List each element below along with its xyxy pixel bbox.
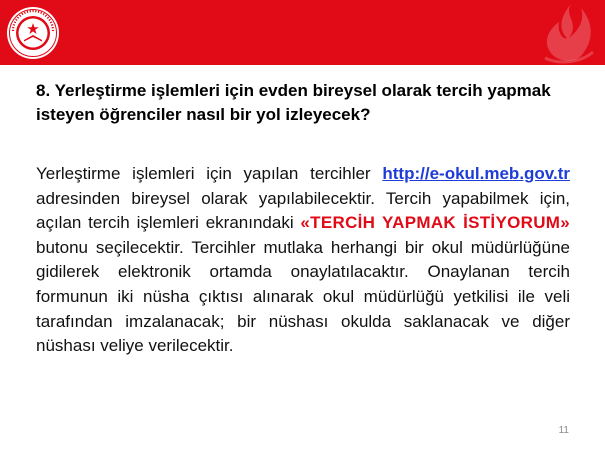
eokul-link[interactable]: http://e-okul.meb.gov.tr — [382, 164, 570, 183]
flame-watermark-icon — [533, 0, 601, 65]
button-name-highlight: «TERCİH YAPMAK İSTİYORUM» — [300, 213, 570, 233]
answer-paragraph — [36, 162, 570, 359]
question-heading: 8. Yerleştirme işlemleri için evden bireysel olarak tercih yapmak isteyen öğrenciler nasıl bir yol izleyecek? — [36, 81, 551, 124]
ministry-logo-icon — [6, 6, 60, 60]
header-banner — [0, 0, 605, 65]
answer-intro: Yerleştirme işlemleri için yapılan tercihler — [36, 164, 383, 183]
answer-after-link: adresinden bireysel olarak yapılabilecektir. Tercih yapabilmek için, açılan tercih işlemleri ekranındaki — [36, 188, 570, 233]
answer-rest: butonu seçilecektir. Tercihler mutlaka herhangi bir okul müdürlüğüne gidilerek elektronik ortamda onaylatılacaktır. Onaylanan tercih formunun iki nüsha çıktısı alınarak okul müdürlüğü yetkilisi ile veli tarafından imzalanacak; bir nüshası okulda saklanacak ve diğer nüshası veliye verilecektir. — [36, 237, 570, 356]
page-number: 11 — [558, 425, 569, 436]
